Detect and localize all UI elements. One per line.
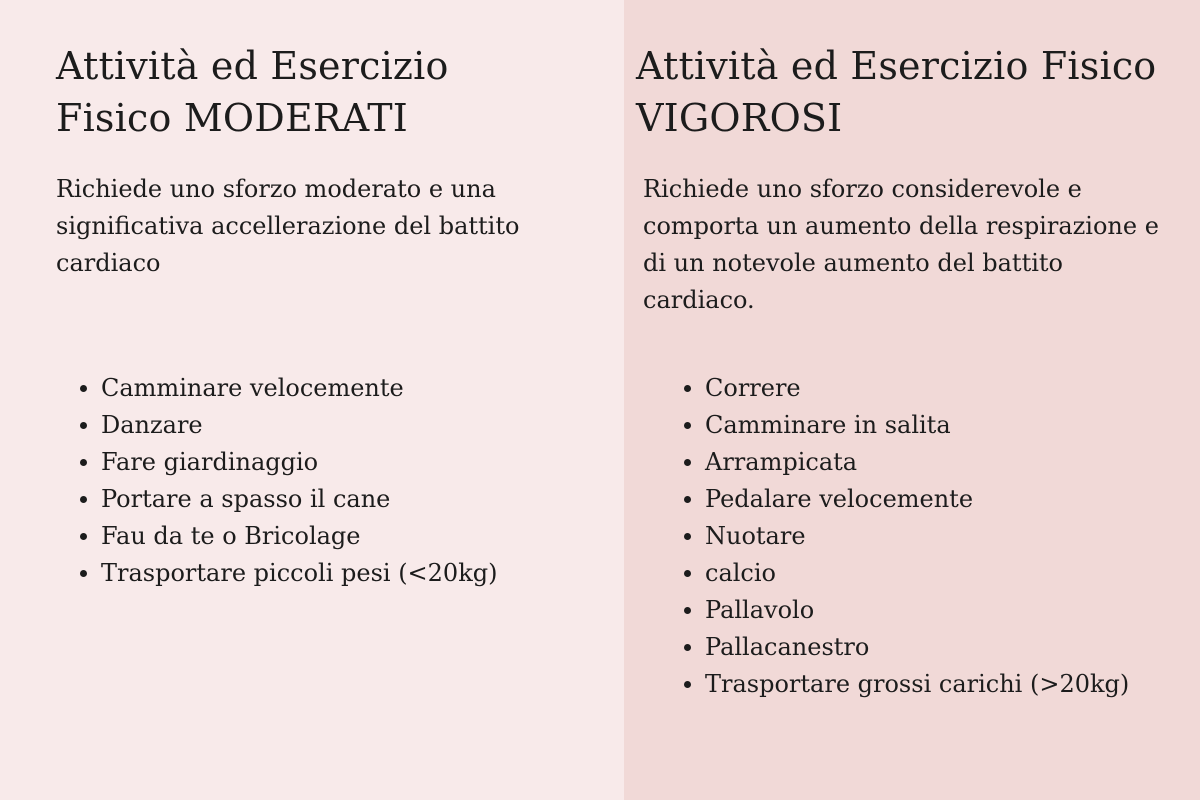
list-item-label: Pedalare velocemente bbox=[705, 485, 974, 513]
list-item-label: Nuotare bbox=[705, 522, 806, 550]
list-item-label: Correre bbox=[705, 374, 801, 402]
list-item-label: Camminare velocemente bbox=[101, 374, 404, 402]
bullet-icon bbox=[80, 570, 87, 577]
bullet-icon bbox=[684, 644, 691, 651]
bullet-icon bbox=[80, 459, 87, 466]
vigorous-title-line1: Attività ed Esercizio Fisico bbox=[636, 44, 1157, 88]
list-item bbox=[76, 555, 596, 592]
list-item-label: Camminare in salita bbox=[705, 411, 951, 439]
bullet-icon bbox=[80, 385, 87, 392]
list-item bbox=[680, 370, 1180, 407]
vigorous-column bbox=[624, 0, 1200, 800]
bullet-icon bbox=[684, 459, 691, 466]
list-item-label: Pallavolo bbox=[705, 596, 815, 624]
list-item bbox=[680, 407, 1180, 444]
bullet-icon bbox=[684, 681, 691, 688]
vigorous-title bbox=[636, 40, 1180, 144]
bullet-icon bbox=[80, 533, 87, 540]
bullet-icon bbox=[684, 570, 691, 577]
vigorous-title-line2: VIGOROSI bbox=[636, 96, 843, 140]
bullet-icon bbox=[684, 533, 691, 540]
list-item-label: Trasportare grossi carichi (>20kg) bbox=[705, 670, 1130, 698]
bullet-icon bbox=[80, 496, 87, 503]
list-item bbox=[680, 666, 1180, 703]
list-item bbox=[76, 481, 596, 518]
moderate-title-line1: Attività ed Esercizio bbox=[56, 44, 449, 88]
list-item-label: Fau da te o Bricolage bbox=[101, 522, 361, 550]
list-item bbox=[76, 370, 596, 407]
list-item bbox=[680, 481, 1180, 518]
vigorous-activity-list bbox=[680, 370, 1180, 703]
list-item-label: Fare giardinaggio bbox=[101, 448, 319, 476]
list-item bbox=[680, 629, 1180, 666]
list-item-label: Arrampicata bbox=[705, 448, 858, 476]
list-item-label: Portare a spasso il cane bbox=[101, 485, 391, 513]
list-item bbox=[680, 518, 1180, 555]
list-item-label: Pallacanestro bbox=[705, 633, 870, 661]
list-item bbox=[76, 518, 596, 555]
list-item-label: Danzare bbox=[101, 411, 203, 439]
list-item bbox=[680, 555, 1180, 592]
list-item bbox=[76, 444, 596, 481]
bullet-icon bbox=[684, 496, 691, 503]
moderate-description: Richiede uno sforzo moderato e una significativa accellerazione del battito cardiaco bbox=[56, 175, 520, 277]
vigorous-description: Richiede uno sforzo considerevole e comporta un aumento della respirazione e di un notevole aumento del battito cardiaco. bbox=[643, 175, 1159, 314]
bullet-icon bbox=[684, 385, 691, 392]
list-item-label: calcio bbox=[705, 559, 776, 587]
list-item bbox=[76, 407, 596, 444]
bullet-icon bbox=[684, 422, 691, 429]
list-item-label: Trasportare piccoli pesi (<20kg) bbox=[101, 559, 498, 587]
bullet-icon bbox=[80, 422, 87, 429]
moderate-title bbox=[56, 40, 584, 144]
moderate-activity-list bbox=[76, 370, 596, 592]
moderate-title-line2: Fisico MODERATI bbox=[56, 96, 409, 140]
list-item bbox=[680, 444, 1180, 481]
bullet-icon bbox=[684, 607, 691, 614]
list-item bbox=[680, 592, 1180, 629]
